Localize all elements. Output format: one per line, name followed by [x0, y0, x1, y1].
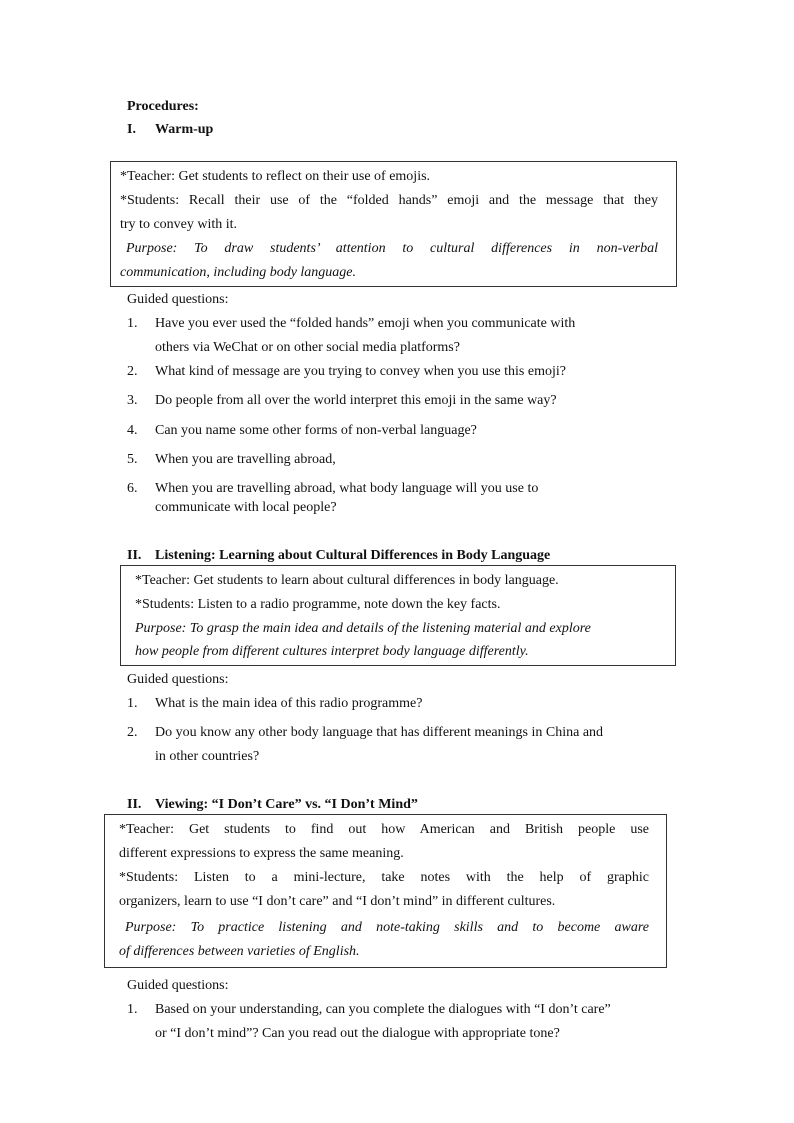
- section3-students-line2: organizers, learn to use “I don’t care” and “I don’t mind” in different cultures.: [119, 894, 556, 909]
- question-number: 1.: [127, 316, 138, 331]
- question-text-continued: in other countries?: [155, 749, 260, 764]
- section2-students: *Students: Listen to a radio programme, note down the key facts.: [135, 597, 501, 612]
- section1-purpose-line1: Purpose: To draw students’ attention to cultural differences in non-verbal: [126, 241, 658, 256]
- section1-students-line2: try to convey with it.: [120, 217, 238, 232]
- section3-guided-label: Guided questions:: [127, 978, 229, 993]
- section3-teacher-line2: different expressions to express the same meaning.: [119, 846, 404, 861]
- question-number: 2.: [127, 725, 138, 740]
- question-text: Do people from all over the world interpret this emoji in the same way?: [155, 393, 557, 408]
- section1-title: Warm-up: [155, 122, 214, 137]
- section3-purpose-line2: of differences between varieties of English.: [119, 944, 360, 959]
- section1-students-line1: *Students: Recall their use of the “folded hands” emoji and the message that they: [120, 193, 658, 208]
- section1-number: I.: [127, 122, 136, 137]
- section1-guided-label: Guided questions:: [127, 292, 229, 307]
- procedures-label: Procedures:: [127, 99, 199, 114]
- section1-purpose-line2: communication, including body language.: [120, 265, 357, 280]
- question-text: Based on your understanding, can you complete the dialogues with “I don’t care”: [155, 1002, 611, 1017]
- section3-title: Viewing: “I Don’t Care” vs. “I Don’t Mind”: [155, 797, 418, 812]
- question-text-continued: others via WeChat or on other social media platforms?: [155, 340, 460, 355]
- section2-number: II.: [127, 548, 142, 563]
- section2-teacher: *Teacher: Get students to learn about cultural differences in body language.: [135, 573, 559, 588]
- section3-teacher-line1: *Teacher: Get students to find out how American and British people use: [119, 822, 649, 837]
- question-text: Can you name some other forms of non-verbal language?: [155, 423, 477, 438]
- question-text: When you are travelling abroad, what body language will you use to: [155, 481, 539, 496]
- question-number: 4.: [127, 423, 138, 438]
- question-number: 5.: [127, 452, 138, 467]
- section2-guided-label: Guided questions:: [127, 672, 229, 687]
- section3-number: II.: [127, 797, 142, 812]
- question-text-continued: communicate with local people?: [155, 500, 337, 515]
- question-text: What kind of message are you trying to convey when you use this emoji?: [155, 364, 566, 379]
- question-number: 3.: [127, 393, 138, 408]
- section2-title: Listening: Learning about Cultural Differences in Body Language: [155, 548, 551, 563]
- question-number: 1.: [127, 1002, 138, 1017]
- section2-purpose-line2: how people from different cultures interpret body language differently.: [135, 644, 529, 659]
- question-text: Do you know any other body language that has different meanings in China and: [155, 725, 604, 740]
- question-number: 6.: [127, 481, 138, 496]
- question-number: 1.: [127, 696, 138, 711]
- question-text: Have you ever used the “folded hands” emoji when you communicate with: [155, 316, 576, 331]
- question-number: 2.: [127, 364, 138, 379]
- section1-activity-box: [110, 161, 677, 287]
- section3-activity-box: [104, 814, 667, 968]
- question-text-continued: or “I don’t mind”? Can you read out the dialogue with appropriate tone?: [155, 1026, 560, 1041]
- question-text: What is the main idea of this radio programme?: [155, 696, 423, 711]
- section2-activity-box: [120, 565, 676, 666]
- question-text: When you are travelling abroad,: [155, 452, 336, 467]
- section3-students-line1: *Students: Listen to a mini-lecture, take notes with the help of graphic: [119, 870, 649, 885]
- section3-purpose-line1: Purpose: To practice listening and note-taking skills and to become aware: [125, 920, 649, 935]
- section2-purpose-line1: Purpose: To grasp the main idea and details of the listening material and explore: [135, 621, 591, 636]
- section1-teacher: *Teacher: Get students to reflect on their use of emojis.: [120, 169, 431, 184]
